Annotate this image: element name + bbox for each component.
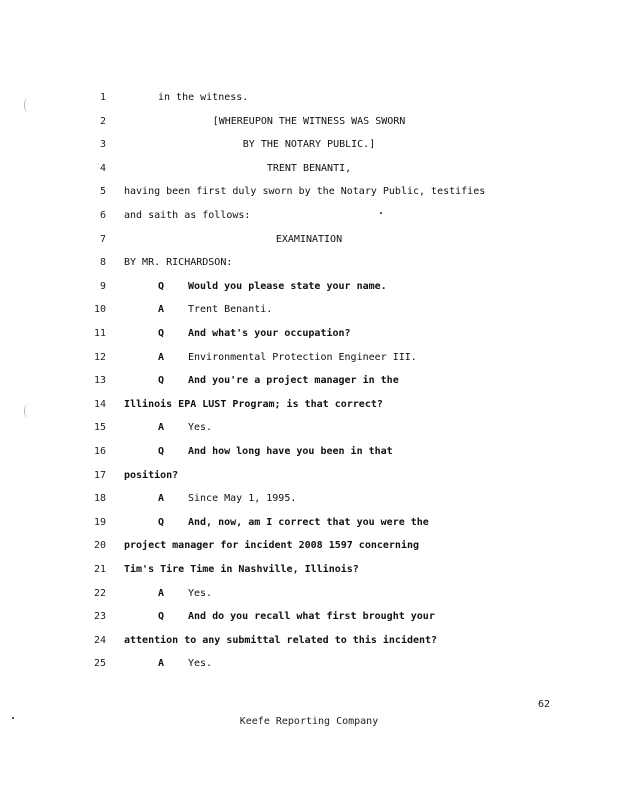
transcript-line — [0, 300, 618, 320]
transcript-line — [0, 324, 618, 344]
question-label: Q — [158, 611, 165, 623]
question-text: And what's your occupation? — [188, 328, 351, 339]
line-number: 20 — [93, 540, 106, 552]
line-number: 4 — [99, 162, 106, 174]
answer-text: Since May 1, 1995. — [188, 493, 297, 505]
line-text — [158, 371, 399, 391]
line-number: 8 — [99, 257, 106, 269]
line-text: BY MR. RICHARDSON: — [124, 257, 233, 269]
question-label: Q — [158, 516, 165, 528]
transcript-line — [0, 513, 618, 533]
line-number: 23 — [93, 611, 106, 623]
transcript-line — [0, 135, 618, 155]
transcript-line — [0, 159, 618, 179]
transcript-line — [0, 371, 618, 391]
transcript-line — [0, 348, 618, 368]
answer-label: A — [158, 351, 165, 363]
transcript-line — [0, 230, 618, 250]
transcript-line — [0, 489, 618, 509]
transcript-line — [0, 88, 618, 108]
transcript-line — [0, 277, 618, 297]
transcript-line — [0, 182, 618, 202]
line-number: 25 — [93, 658, 106, 670]
line-number: 5 — [99, 186, 106, 198]
transcript-line — [0, 442, 618, 462]
footer-reporting-company: Keefe Reporting Company — [239, 716, 379, 727]
transcript-line — [0, 631, 618, 651]
line-text: Tim's Tire Time in Nashville, Illinois? — [124, 564, 359, 575]
line-text — [158, 607, 435, 627]
line-text — [158, 418, 212, 438]
line-number: 7 — [99, 233, 106, 245]
answer-text: Yes. — [188, 587, 213, 599]
line-number: 11 — [93, 328, 106, 339]
transcript-line — [0, 253, 618, 273]
line-text — [158, 277, 387, 297]
answer-label: A — [158, 422, 165, 434]
line-text: TRENT BENANTI, — [266, 162, 352, 174]
line-number: 15 — [93, 422, 106, 434]
line-number: 9 — [99, 280, 106, 292]
line-number: 17 — [93, 469, 106, 481]
line-number: 10 — [93, 304, 106, 316]
question-label: Q — [158, 328, 165, 339]
question-label: Q — [158, 375, 165, 387]
transcript-line — [0, 607, 618, 627]
question-text: And do you recall what first brought your — [188, 611, 435, 623]
line-text: [WHEREUPON THE WITNESS WAS SWORN — [212, 115, 406, 127]
answer-label: A — [158, 493, 165, 505]
transcript-line — [0, 536, 618, 556]
transcript-line — [0, 112, 618, 132]
line-text: project manager for incident 2008 1597 concerning — [124, 540, 420, 552]
answer-text: Yes. — [188, 422, 213, 434]
answer-text: Environmental Protection Engineer III. — [188, 351, 417, 363]
transcript-line — [0, 395, 618, 415]
line-number: 2 — [99, 115, 106, 127]
page-number: 62 — [537, 699, 550, 710]
transcript-line — [0, 418, 618, 438]
line-text — [158, 442, 393, 462]
answer-label: A — [158, 658, 165, 670]
line-number: 24 — [93, 634, 106, 646]
line-text — [158, 489, 296, 509]
line-number: 19 — [93, 516, 106, 528]
answer-text: Trent Benanti. — [188, 304, 273, 316]
question-text: And, now, am I correct that you were the — [188, 516, 429, 528]
line-text: BY THE NOTARY PUBLIC.] — [242, 139, 376, 151]
line-text — [158, 654, 212, 674]
line-text — [158, 348, 417, 368]
line-text: attention to any submittal related to this incident? — [124, 634, 438, 646]
line-number: 6 — [99, 210, 106, 221]
line-text: position? — [124, 469, 179, 481]
line-text: and saith as follows: — [124, 210, 251, 221]
transcript-line — [0, 466, 618, 486]
transcript-line — [0, 654, 618, 674]
line-text: EXAMINATION — [275, 233, 343, 245]
line-number: 18 — [93, 493, 106, 505]
question-text: And how long have you been in that — [188, 446, 393, 457]
line-number: 1 — [99, 92, 106, 103]
question-label: Q — [158, 280, 165, 292]
line-text — [158, 513, 429, 533]
transcript-line — [0, 560, 618, 580]
line-number: 12 — [93, 351, 106, 363]
transcript-line — [0, 584, 618, 604]
answer-label: A — [158, 304, 165, 316]
answer-label: A — [158, 587, 165, 599]
question-text: Would you please state your name. — [188, 280, 387, 292]
line-text: in the witness. — [158, 92, 249, 103]
line-text — [158, 324, 351, 344]
line-number: 16 — [93, 446, 106, 457]
line-number: 13 — [93, 375, 106, 387]
line-number: 21 — [93, 564, 106, 575]
line-text — [158, 584, 212, 604]
answer-text: Yes. — [188, 658, 213, 670]
line-text — [158, 300, 272, 320]
question-label: Q — [158, 446, 165, 457]
line-text: Illinois EPA LUST Program; is that correct? — [124, 398, 383, 410]
line-number: 22 — [93, 587, 106, 599]
question-text: And you're a project manager in the — [188, 375, 399, 387]
transcript-line — [0, 206, 618, 226]
line-number: 3 — [99, 139, 106, 151]
line-text: having been first duly sworn by the Notary Public, testifies — [124, 186, 486, 198]
line-number: 14 — [93, 398, 106, 410]
